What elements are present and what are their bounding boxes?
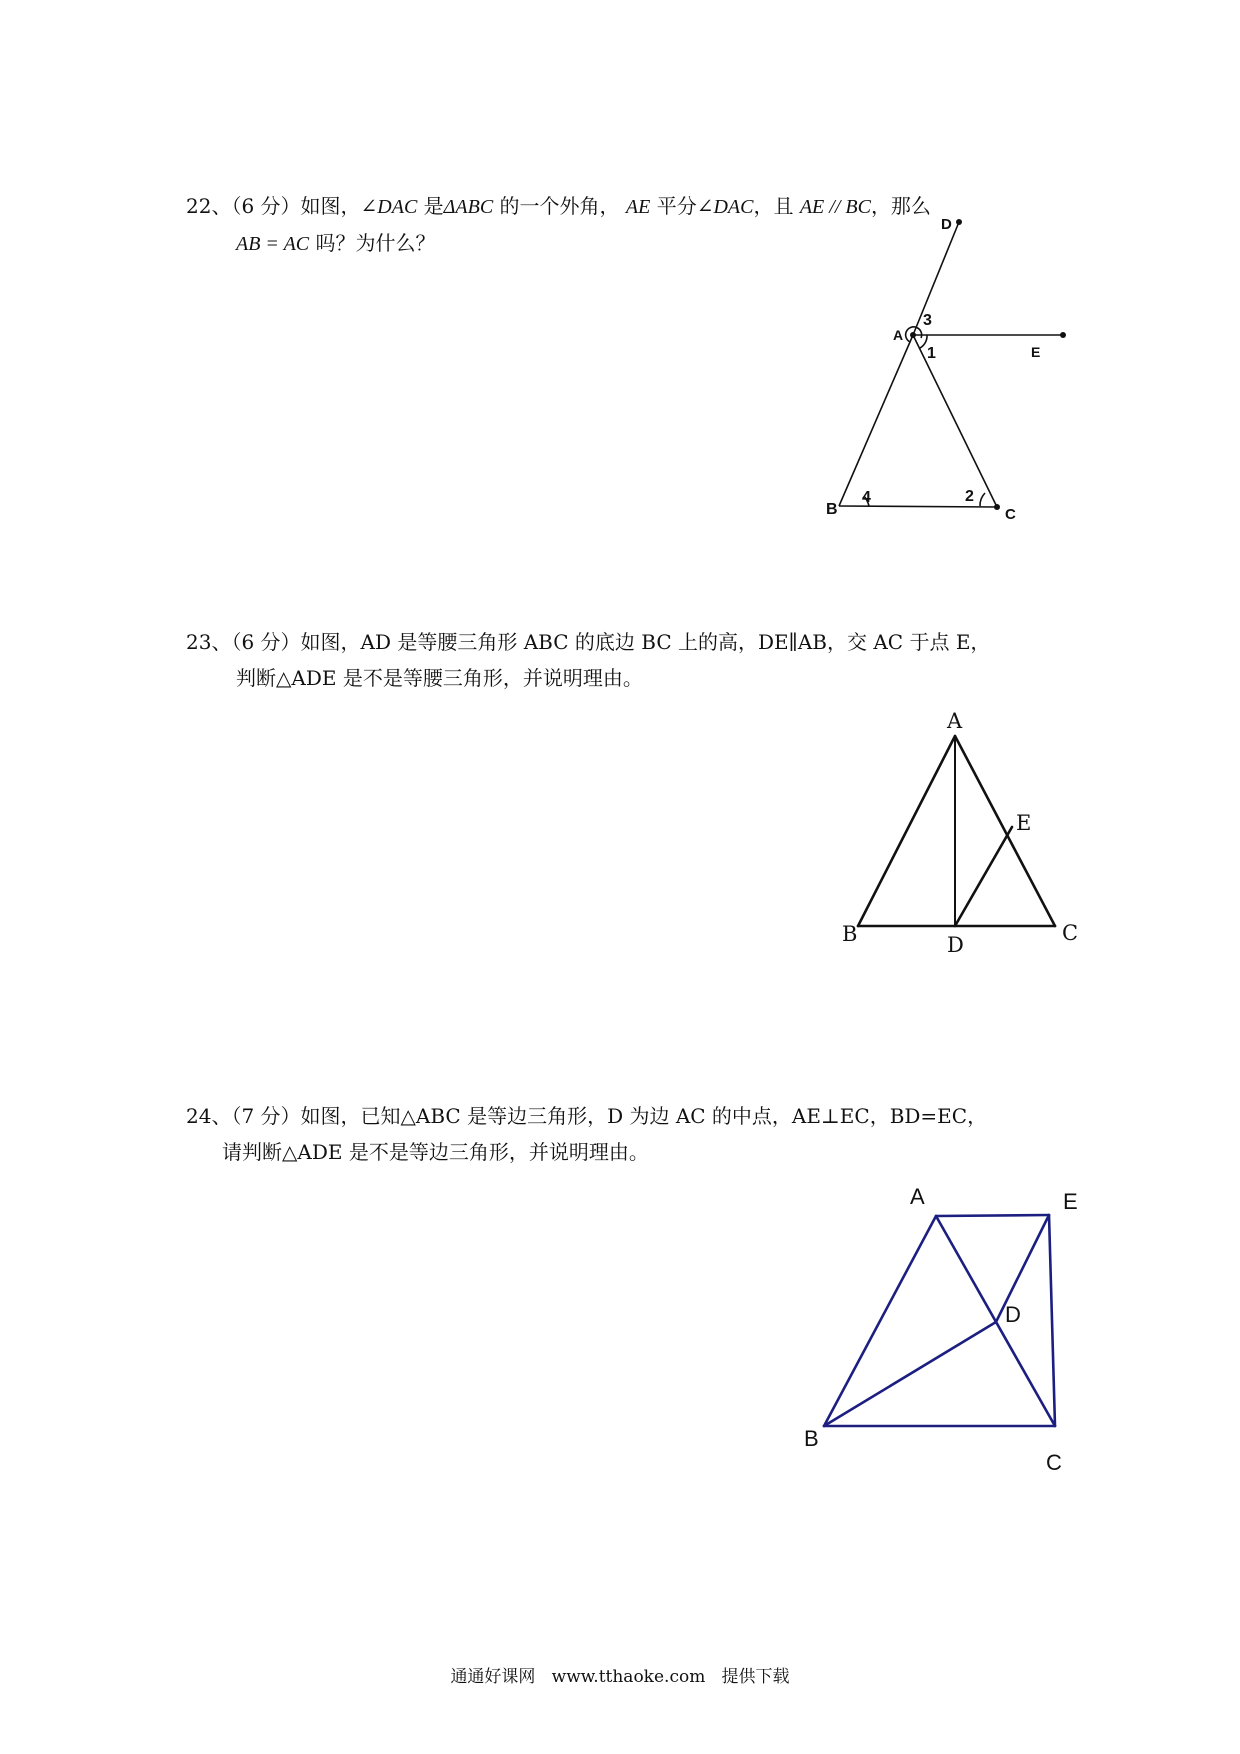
question-text: ，且 bbox=[753, 194, 794, 218]
label-c: C bbox=[1046, 1450, 1062, 1475]
label-b: B bbox=[826, 501, 838, 518]
angle-label-1: 1 bbox=[927, 345, 936, 362]
label-d: D bbox=[947, 933, 964, 957]
label-a: A bbox=[910, 1184, 925, 1209]
page-footer bbox=[0, 1662, 1240, 1687]
line-de bbox=[955, 827, 1012, 926]
question-number: 22、 bbox=[186, 194, 232, 218]
point-c bbox=[994, 504, 1000, 510]
question-24-line-1: 24、（7 分）如图，已知△ABC 是等边三角形，D 为边 AC 的中点，AE⊥EC，BD=EC， bbox=[186, 1104, 988, 1128]
point-e bbox=[1060, 332, 1066, 338]
label-e: E bbox=[1016, 811, 1032, 835]
footer-site-name: 通通好课网 bbox=[450, 1667, 536, 1687]
figure-22 bbox=[810, 210, 1070, 523]
math-angle-dac-2: ∠DAC bbox=[696, 196, 754, 218]
question-text: 吗？为什么？ bbox=[315, 231, 436, 255]
line-ae bbox=[936, 1215, 1049, 1216]
label-c: C bbox=[1062, 921, 1079, 945]
label-e: E bbox=[1031, 344, 1041, 360]
line-ec bbox=[1049, 1215, 1055, 1426]
angle-label-4: 4 bbox=[862, 489, 871, 506]
line-ab bbox=[824, 1216, 936, 1426]
point-d bbox=[956, 219, 962, 225]
figure-24 bbox=[780, 1178, 1100, 1475]
line-ab bbox=[858, 736, 955, 926]
angle-label-3: 3 bbox=[923, 312, 932, 329]
question-23-line-1: 23、（6 分）如图，AD 是等腰三角形 ABC 的底边 BC 上的高，DE∥AB，交 AC 于点 E， bbox=[186, 630, 991, 654]
math-ab-eq-ac: AB = AC bbox=[236, 233, 310, 255]
question-24-line-2: 请判断△ADE 是不是等边三角形，并说明理由。 bbox=[222, 1140, 649, 1164]
question-24 bbox=[186, 1098, 987, 1170]
math-ae-parallel-bc: AE // BC bbox=[799, 196, 871, 218]
angle-label-2: 2 bbox=[965, 488, 974, 505]
footer-url: www.tthaoke.com bbox=[551, 1667, 706, 1687]
line-ac bbox=[913, 335, 997, 507]
point-a bbox=[910, 332, 916, 338]
question-23-line-2: 判断△ADE 是不是等腰三角形，并说明理由。 bbox=[236, 666, 643, 690]
label-d: D bbox=[941, 216, 952, 233]
math-ae: AE bbox=[625, 196, 651, 218]
question-text: 是 bbox=[423, 194, 444, 218]
label-b: B bbox=[842, 922, 858, 946]
line-ab bbox=[839, 335, 913, 506]
question-text: 平分 bbox=[656, 194, 697, 218]
footer-suffix: 提供下载 bbox=[721, 1667, 790, 1687]
math-triangle-abc: ΔABC bbox=[443, 196, 494, 218]
question-text: 如图， bbox=[300, 194, 361, 218]
line-da bbox=[913, 222, 959, 335]
question-23 bbox=[186, 624, 990, 696]
line-bc bbox=[839, 506, 997, 507]
question-text: 的一个外角， bbox=[499, 194, 620, 218]
line-bd bbox=[824, 1322, 996, 1426]
label-e: E bbox=[1063, 1189, 1078, 1214]
label-b: B bbox=[804, 1426, 819, 1451]
angle-arc-2 bbox=[980, 493, 985, 506]
math-angle-dac: ∠DAC bbox=[360, 196, 418, 218]
label-a: A bbox=[893, 327, 904, 343]
label-c: C bbox=[1005, 506, 1016, 523]
label-d: D bbox=[1005, 1302, 1021, 1327]
line-ed bbox=[996, 1215, 1049, 1322]
question-score: （6 分） bbox=[231, 194, 301, 218]
question-text: ，那么 bbox=[870, 194, 931, 218]
label-a: A bbox=[947, 709, 963, 733]
figure-23 bbox=[836, 706, 1096, 966]
